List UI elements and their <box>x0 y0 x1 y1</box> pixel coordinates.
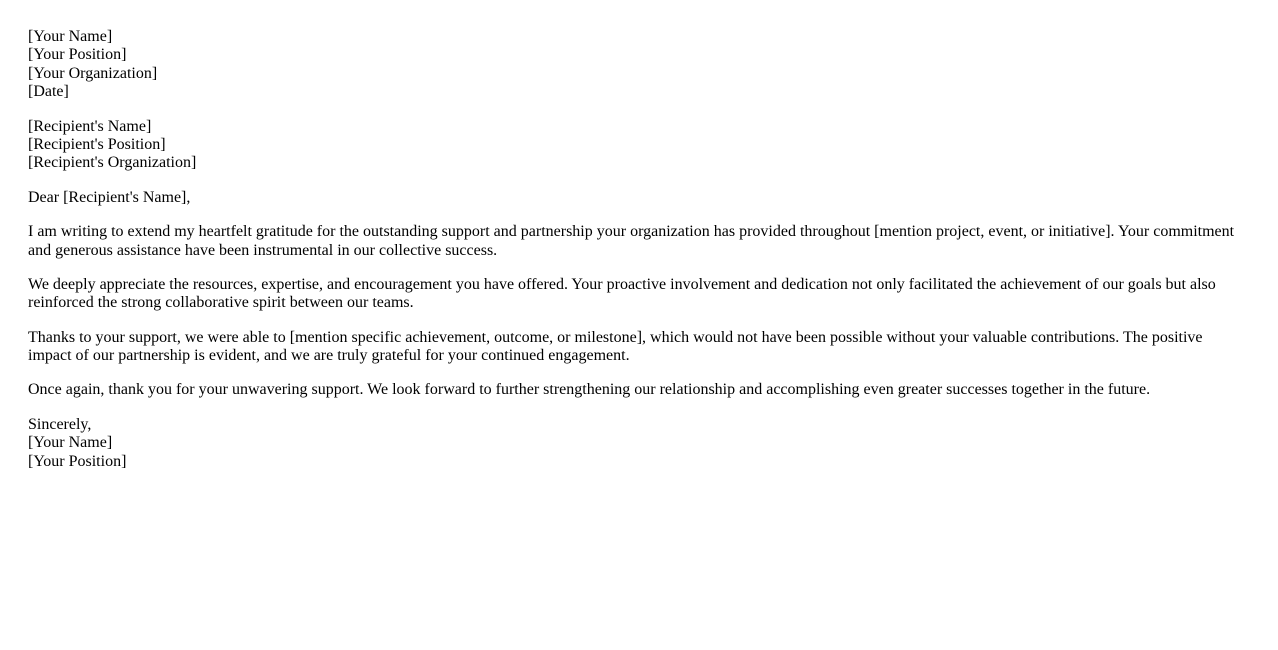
paragraph-achievement: Thanks to your support, we were able to [mention specific achievement, outcome, or milestone], which would not have been possible without your valuable contributions. The positive impact of our partnership is evident, and we are truly grateful for your continued engagement. <box>28 328 1203 365</box>
sender-block <box>28 28 1250 102</box>
paragraph-appreciation: We deeply appreciate the resources, expertise, and encouragement you have offered. Your proactive involvement and dedication not only facilitated the achievement of our goals but also reinforced the strong collaborative spirit between our teams. <box>28 275 1216 312</box>
recipient-organization: [Recipient's Organization] <box>28 154 197 172</box>
recipient-block <box>28 118 1250 173</box>
sender-name: [Your Name] <box>28 28 113 45</box>
recipient-position: [Recipient's Position] <box>28 135 166 153</box>
closing-name: [Your Name] <box>28 434 113 452</box>
sender-organization: [Your Organization] <box>28 64 158 82</box>
letter-date: [Date] <box>28 83 69 101</box>
salutation: Dear [Recipient's Name], <box>28 188 191 206</box>
paragraph-closing-thanks: Once again, thank you for your unwavering support. We look forward to further strengthening our relationship and accomplishing even greater successes together in the future. <box>28 381 1151 399</box>
closing-position: [Your Position] <box>28 452 127 470</box>
sender-position: [Your Position] <box>28 46 127 64</box>
closing-sincerely: Sincerely, <box>28 415 92 433</box>
paragraph-gratitude: I am writing to extend my heartfelt gratitude for the outstanding support and partnership your organization has provided throughout [mention project, event, or initiative]. Your commitment and generous assistance have been instrumental in our collective success. <box>28 223 1235 259</box>
closing-block <box>28 416 1250 471</box>
recipient-name: [Recipient's Name] <box>28 117 152 135</box>
